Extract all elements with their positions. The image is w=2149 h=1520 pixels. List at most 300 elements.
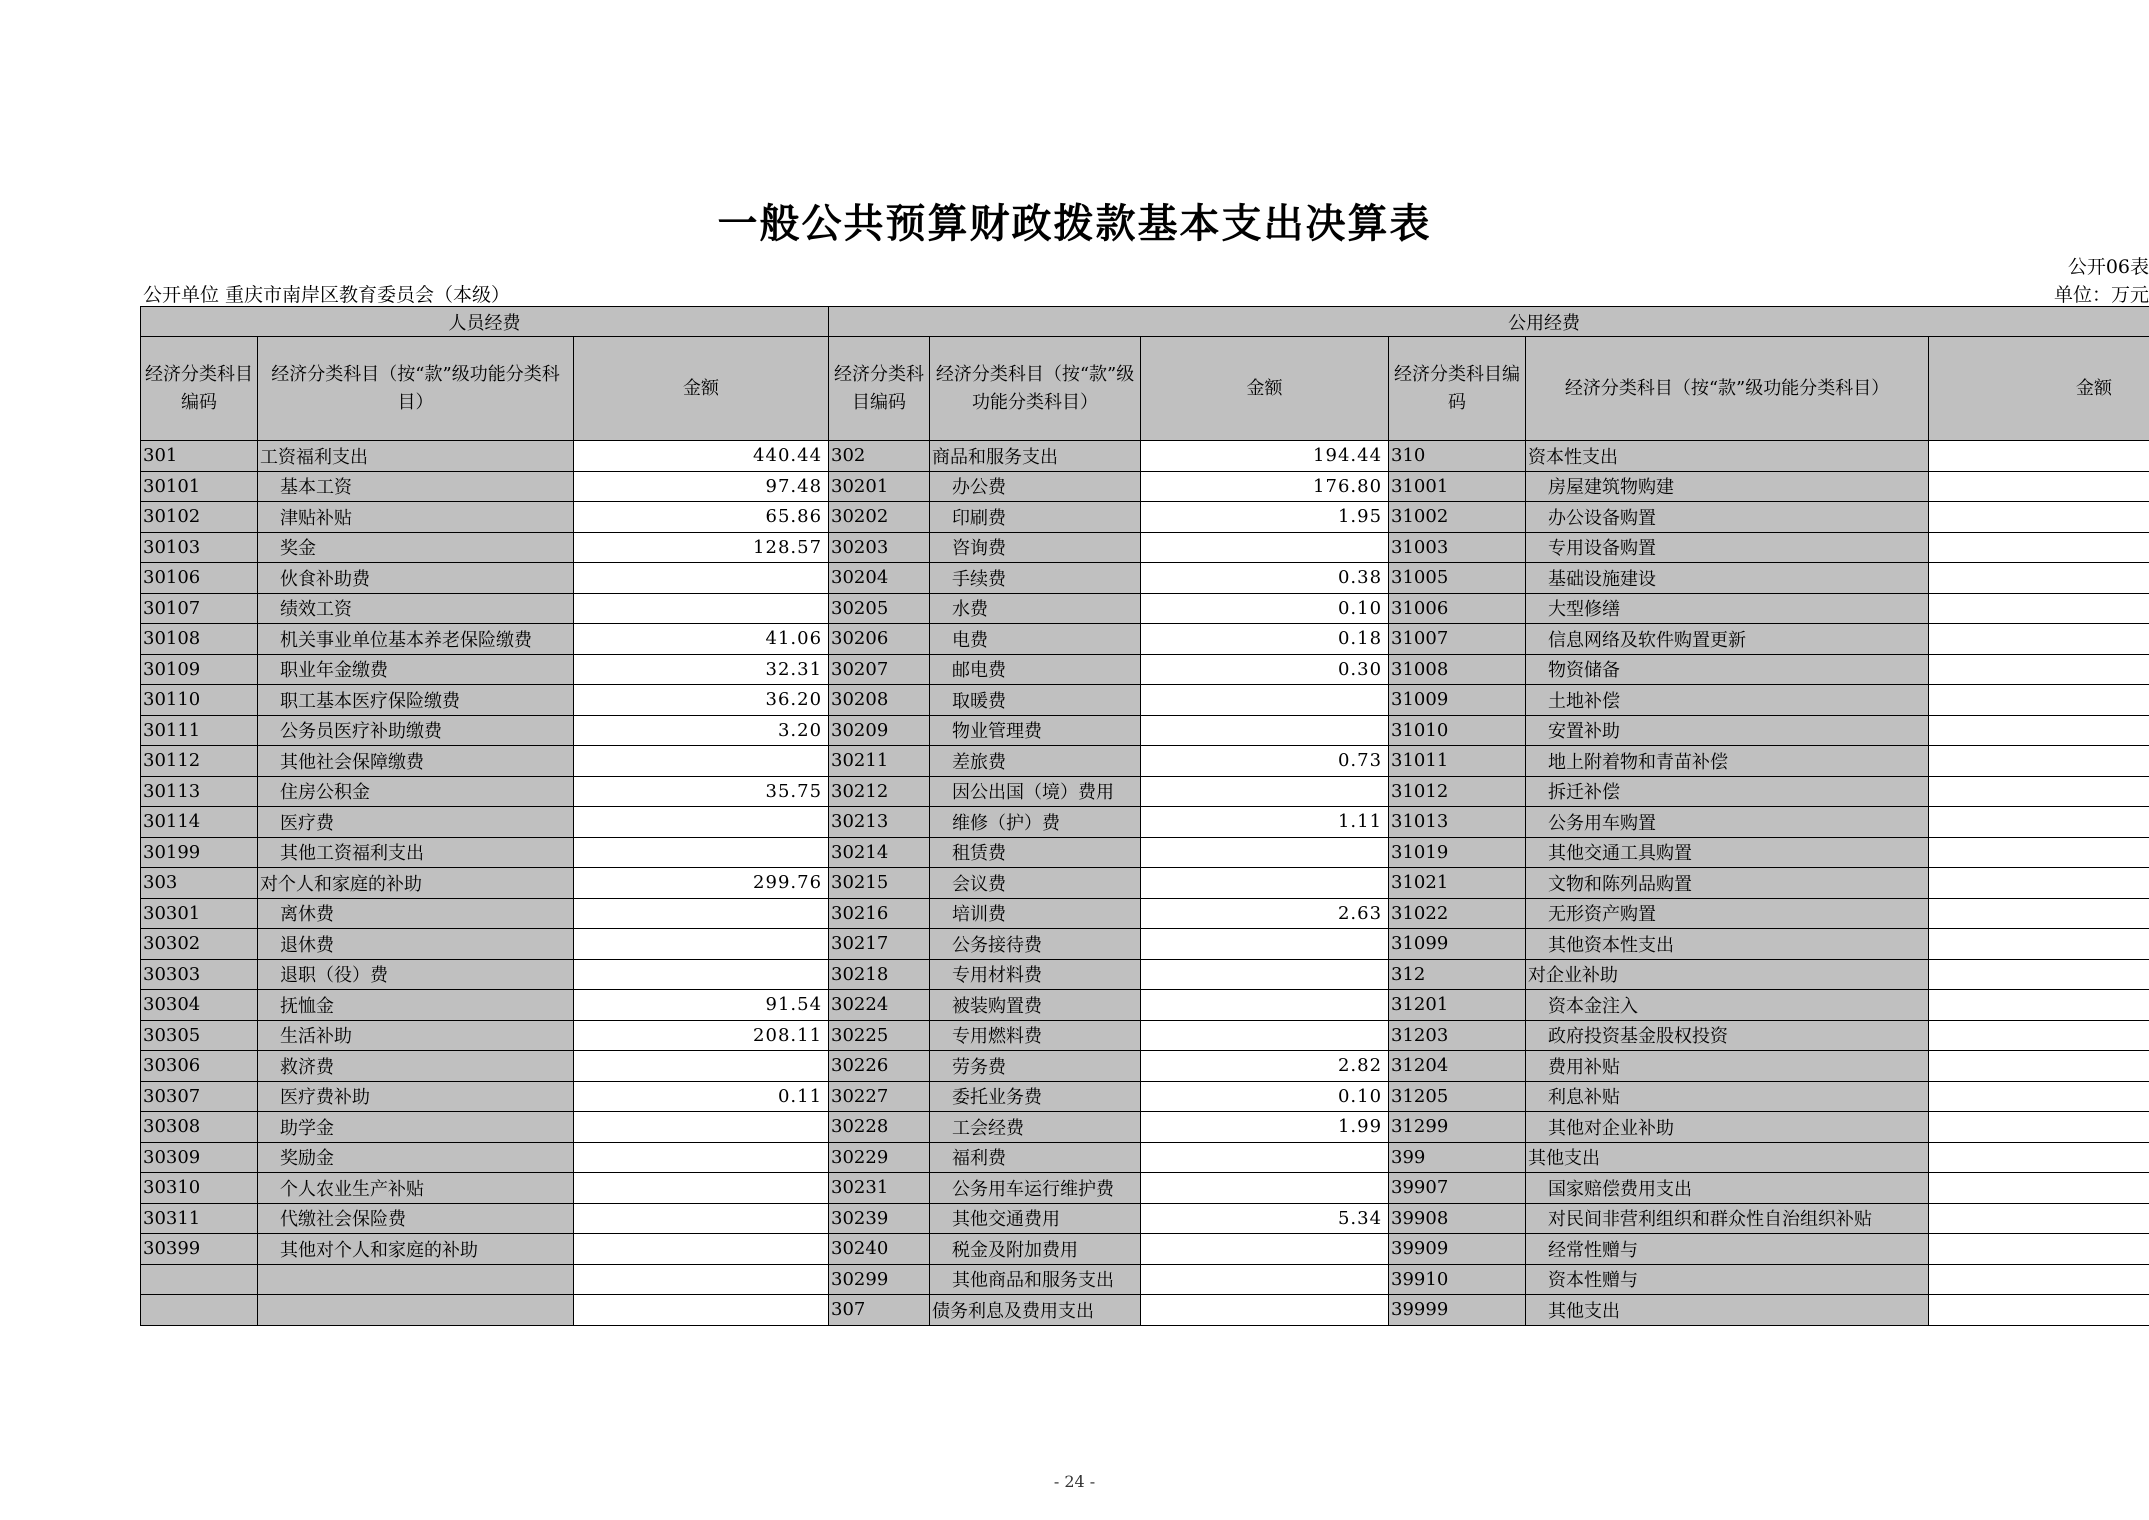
code-cell: 30107 [141,593,258,624]
code-cell: 30111 [141,715,258,746]
header-code: 经济分类科目编码 [829,337,930,441]
code-cell: 31019 [1389,837,1526,868]
name-cell: 费用补贴 [1526,1051,1929,1082]
name-cell: 其他对企业补助 [1526,1112,1929,1143]
code-cell: 30225 [829,1020,930,1051]
name-cell: 印刷费 [930,502,1141,533]
table-row [141,1264,2149,1295]
table-row [141,929,2149,960]
name-cell: 办公费 [930,471,1141,502]
amount-cell [1929,471,2149,502]
table-row [141,776,2149,807]
amount-cell [574,807,829,838]
expenditure-table [140,306,2149,1326]
table-body [141,441,2149,1326]
code-cell: 31009 [1389,685,1526,716]
header-code: 经济分类科目编码 [1389,337,1526,441]
code-cell: 30103 [141,532,258,563]
amount-cell: 194.44 [1141,441,1389,472]
code-cell: 30305 [141,1020,258,1051]
name-cell: 工会经费 [930,1112,1141,1143]
amount-cell: 32.31 [574,654,829,685]
name-cell: 个人农业生产补贴 [258,1173,574,1204]
amount-cell [574,746,829,777]
name-cell: 其他对个人和家庭的补助 [258,1234,574,1265]
name-cell: 无形资产购置 [1526,898,1929,929]
code-cell: 30303 [141,959,258,990]
group-header-public: 公用经费 [829,307,2149,337]
amount-cell [1929,1142,2149,1173]
code-cell: 30209 [829,715,930,746]
code-cell: 30301 [141,898,258,929]
amount-cell [574,1112,829,1143]
page-number: - 24 - [1053,1472,1096,1491]
name-cell: 商品和服务支出 [930,441,1141,472]
amount-cell [1929,837,2149,868]
table-row [141,654,2149,685]
name-cell: 会议费 [930,868,1141,899]
amount-cell [1141,1020,1389,1051]
code-cell: 31022 [1389,898,1526,929]
amount-cell [1929,807,2149,838]
code-cell: 39910 [1389,1264,1526,1295]
code-cell: 30213 [829,807,930,838]
amount-cell: 0.38 [1141,563,1389,594]
amount-cell: 2.82 [1141,1051,1389,1082]
code-cell: 30113 [141,776,258,807]
amount-cell [1929,715,2149,746]
amount-cell: 0.73 [1141,746,1389,777]
amount-cell [574,837,829,868]
amount-cell [1141,837,1389,868]
code-cell: 31002 [1389,502,1526,533]
amount-cell [1929,563,2149,594]
name-cell: 资本金注入 [1526,990,1929,1021]
table-row [141,1295,2149,1326]
name-cell: 资本性支出 [1526,441,1929,472]
code-cell: 31099 [1389,929,1526,960]
table-row [141,502,2149,533]
amount-cell: 0.30 [1141,654,1389,685]
amount-cell [1141,532,1389,563]
code-cell [141,1264,258,1295]
amount-cell [1141,990,1389,1021]
code-cell: 30206 [829,624,930,655]
table-row [141,1020,2149,1051]
amount-cell [1929,1173,2149,1204]
form-number: 公开06表 [2067,256,2149,278]
name-cell: 津贴补贴 [258,502,574,533]
code-cell: 30109 [141,654,258,685]
amount-cell [1929,1264,2149,1295]
code-cell: 30212 [829,776,930,807]
code-cell: 30108 [141,624,258,655]
amount-cell [574,959,829,990]
name-cell: 绩效工资 [258,593,574,624]
name-cell: 因公出国（境）费用 [930,776,1141,807]
name-cell: 公务用车运行维护费 [930,1173,1141,1204]
amount-cell [1929,746,2149,777]
code-cell: 39999 [1389,1295,1526,1326]
code-cell: 30224 [829,990,930,1021]
amount-cell [1929,1020,2149,1051]
code-cell: 31008 [1389,654,1526,685]
name-cell [258,1264,574,1295]
amount-cell: 65.86 [574,502,829,533]
table-row [141,898,2149,929]
amount-cell [574,593,829,624]
amount-cell: 0.10 [1141,593,1389,624]
amount-cell [1141,685,1389,716]
amount-cell: 176.80 [1141,471,1389,502]
code-cell: 30304 [141,990,258,1021]
amount-cell: 0.11 [574,1081,829,1112]
name-cell: 奖金 [258,532,574,563]
amount-cell: 36.20 [574,685,829,716]
code-cell: 30240 [829,1234,930,1265]
name-cell: 福利费 [930,1142,1141,1173]
table-row [141,624,2149,655]
amount-cell [574,898,829,929]
table-row [141,1051,2149,1082]
table-row [141,1081,2149,1112]
table-row [141,1112,2149,1143]
name-cell: 债务利息及费用支出 [930,1295,1141,1326]
table-row [141,1234,2149,1265]
header-code: 经济分类科目编码 [141,337,258,441]
amount-cell [1929,990,2149,1021]
name-cell: 其他交通工具购置 [1526,837,1929,868]
name-cell: 培训费 [930,898,1141,929]
code-cell: 30299 [829,1264,930,1295]
code-cell: 30306 [141,1051,258,1082]
code-cell: 30309 [141,1142,258,1173]
code-cell: 30310 [141,1173,258,1204]
name-cell: 国家赔偿费用支出 [1526,1173,1929,1204]
organization-label: 公开单位 重庆市南岸区教育委员会（本级） [143,284,511,306]
amount-cell [574,1264,829,1295]
name-cell: 维修（护）费 [930,807,1141,838]
code-cell: 30308 [141,1112,258,1143]
amount-cell [1929,1234,2149,1265]
code-cell: 30218 [829,959,930,990]
code-cell: 30208 [829,685,930,716]
amount-cell [1929,1203,2149,1234]
amount-cell: 299.76 [574,868,829,899]
code-cell: 310 [1389,441,1526,472]
table-row [141,441,2149,472]
amount-cell [1929,1051,2149,1082]
amount-cell: 35.75 [574,776,829,807]
code-cell: 30207 [829,654,930,685]
amount-cell: 1.95 [1141,502,1389,533]
code-cell: 30203 [829,532,930,563]
table-row [141,1173,2149,1204]
unit-label: 单位：万元 [2053,284,2149,306]
table-row [141,685,2149,716]
table-row [141,471,2149,502]
name-cell: 抚恤金 [258,990,574,1021]
amount-cell: 2.63 [1141,898,1389,929]
name-cell: 职业年金缴费 [258,654,574,685]
amount-cell: 208.11 [574,1020,829,1051]
code-cell: 30201 [829,471,930,502]
amount-cell [1929,868,2149,899]
code-cell: 31203 [1389,1020,1526,1051]
name-cell: 房屋建筑物购建 [1526,471,1929,502]
name-cell: 利息补贴 [1526,1081,1929,1112]
code-cell: 30110 [141,685,258,716]
name-cell: 助学金 [258,1112,574,1143]
name-cell: 基本工资 [258,471,574,502]
code-cell: 31001 [1389,471,1526,502]
name-cell: 职工基本医疗保险缴费 [258,685,574,716]
amount-cell [574,1234,829,1265]
name-cell: 信息网络及软件购置更新 [1526,624,1929,655]
name-cell: 差旅费 [930,746,1141,777]
name-cell: 办公设备购置 [1526,502,1929,533]
name-cell: 其他工资福利支出 [258,837,574,868]
code-cell: 31011 [1389,746,1526,777]
code-cell: 30231 [829,1173,930,1204]
name-cell: 退休费 [258,929,574,960]
table-row [141,715,2149,746]
amount-cell [1141,868,1389,899]
amount-cell [574,1173,829,1204]
table-row [141,532,2149,563]
amount-cell [1141,929,1389,960]
code-cell: 30229 [829,1142,930,1173]
code-cell: 39908 [1389,1203,1526,1234]
code-cell: 312 [1389,959,1526,990]
name-cell: 其他商品和服务支出 [930,1264,1141,1295]
amount-cell [574,563,829,594]
amount-cell [1141,959,1389,990]
name-cell: 公务员医疗补助缴费 [258,715,574,746]
amount-cell [1141,715,1389,746]
name-cell: 对民间非营利组织和群众性自治组织补贴 [1526,1203,1929,1234]
amount-cell: 41.06 [574,624,829,655]
amount-cell [1141,1234,1389,1265]
amount-cell [1929,1112,2149,1143]
code-cell: 30106 [141,563,258,594]
name-cell: 咨询费 [930,532,1141,563]
amount-cell [1929,441,2149,472]
code-cell: 31205 [1389,1081,1526,1112]
name-cell: 基础设施建设 [1526,563,1929,594]
table-row [141,837,2149,868]
header-name: 经济分类科目（按“款”级功能分类科目） [258,337,574,441]
name-cell: 安置补助 [1526,715,1929,746]
code-cell: 30101 [141,471,258,502]
amount-cell: 97.48 [574,471,829,502]
code-cell: 301 [141,441,258,472]
code-cell: 30227 [829,1081,930,1112]
amount-cell [1141,1173,1389,1204]
amount-cell: 0.10 [1141,1081,1389,1112]
name-cell: 电费 [930,624,1141,655]
code-cell: 303 [141,868,258,899]
amount-cell: 1.11 [1141,807,1389,838]
name-cell: 救济费 [258,1051,574,1082]
name-cell [258,1295,574,1326]
table-row [141,593,2149,624]
code-cell: 31299 [1389,1112,1526,1143]
name-cell: 文物和陈列品购置 [1526,868,1929,899]
amount-cell [1929,959,2149,990]
code-cell: 31204 [1389,1051,1526,1082]
name-cell: 其他社会保障缴费 [258,746,574,777]
name-cell: 机关事业单位基本养老保险缴费 [258,624,574,655]
amount-cell [1929,776,2149,807]
code-cell: 31007 [1389,624,1526,655]
amount-cell [1929,593,2149,624]
amount-cell [1141,1295,1389,1326]
amount-cell: 5.34 [1141,1203,1389,1234]
code-cell: 31003 [1389,532,1526,563]
name-cell: 水费 [930,593,1141,624]
amount-cell [1929,929,2149,960]
code-cell: 30102 [141,502,258,533]
name-cell: 物业管理费 [930,715,1141,746]
name-cell: 租赁费 [930,837,1141,868]
name-cell: 奖励金 [258,1142,574,1173]
code-cell: 30399 [141,1234,258,1265]
amount-cell [1929,624,2149,655]
amount-cell [1929,502,2149,533]
header-amount: 金额 [574,337,829,441]
code-cell: 30205 [829,593,930,624]
name-cell: 公务用车购置 [1526,807,1929,838]
amount-cell [1929,1295,2149,1326]
name-cell: 其他支出 [1526,1295,1929,1326]
code-cell: 30202 [829,502,930,533]
amount-cell [574,1295,829,1326]
name-cell: 代缴社会保险费 [258,1203,574,1234]
name-cell: 经常性赠与 [1526,1234,1929,1265]
expenditure-table-container [140,306,2149,1326]
name-cell: 手续费 [930,563,1141,594]
name-cell: 土地补偿 [1526,685,1929,716]
amount-cell: 3.20 [574,715,829,746]
name-cell: 税金及附加费用 [930,1234,1141,1265]
name-cell: 专用设备购置 [1526,532,1929,563]
amount-cell [1141,1264,1389,1295]
code-cell: 31010 [1389,715,1526,746]
name-cell: 大型修缮 [1526,593,1929,624]
name-cell: 其他支出 [1526,1142,1929,1173]
code-cell: 30211 [829,746,930,777]
amount-cell [1929,898,2149,929]
table-row [141,563,2149,594]
amount-cell: 91.54 [574,990,829,1021]
name-cell: 劳务费 [930,1051,1141,1082]
code-cell: 30217 [829,929,930,960]
name-cell: 被装购置费 [930,990,1141,1021]
name-cell: 对企业补助 [1526,959,1929,990]
code-cell: 30239 [829,1203,930,1234]
code-cell: 307 [829,1295,930,1326]
code-cell: 30114 [141,807,258,838]
code-cell: 30214 [829,837,930,868]
table-row [141,990,2149,1021]
code-cell: 39907 [1389,1173,1526,1204]
amount-cell: 1.99 [1141,1112,1389,1143]
name-cell: 资本性赠与 [1526,1264,1929,1295]
page-title: 一般公共预算财政拨款基本支出决算表 [717,201,1432,247]
name-cell: 邮电费 [930,654,1141,685]
name-cell: 公务接待费 [930,929,1141,960]
name-cell: 专用燃料费 [930,1020,1141,1051]
code-cell: 30311 [141,1203,258,1234]
amount-cell [1929,532,2149,563]
name-cell: 离休费 [258,898,574,929]
code-cell: 30226 [829,1051,930,1082]
name-cell: 专用材料费 [930,959,1141,990]
table-row [141,959,2149,990]
amount-cell [1141,776,1389,807]
table-row [141,1142,2149,1173]
code-cell [141,1295,258,1326]
name-cell: 政府投资基金股权投资 [1526,1020,1929,1051]
name-cell: 医疗费补助 [258,1081,574,1112]
code-cell: 31021 [1389,868,1526,899]
code-cell: 31201 [1389,990,1526,1021]
code-cell: 30204 [829,563,930,594]
name-cell: 物资储备 [1526,654,1929,685]
name-cell: 委托业务费 [930,1081,1141,1112]
name-cell: 其他交通费用 [930,1203,1141,1234]
amount-cell [1929,654,2149,685]
code-cell: 30199 [141,837,258,868]
code-cell: 31006 [1389,593,1526,624]
amount-cell [574,1142,829,1173]
amount-cell: 128.57 [574,532,829,563]
code-cell: 30215 [829,868,930,899]
name-cell: 工资福利支出 [258,441,574,472]
name-cell: 地上附着物和青苗补偿 [1526,746,1929,777]
name-cell: 其他资本性支出 [1526,929,1929,960]
table-row [141,1203,2149,1234]
name-cell: 医疗费 [258,807,574,838]
amount-cell [574,1051,829,1082]
name-cell: 取暖费 [930,685,1141,716]
name-cell: 伙食补助费 [258,563,574,594]
header-name: 经济分类科目（按“款”级功能分类科目） [1526,337,1929,441]
code-cell: 30228 [829,1112,930,1143]
header-amount: 金额 [1929,337,2149,441]
name-cell: 生活补助 [258,1020,574,1051]
code-cell: 30302 [141,929,258,960]
code-cell: 31013 [1389,807,1526,838]
amount-cell [1929,685,2149,716]
amount-cell [574,1203,829,1234]
amount-cell: 440.44 [574,441,829,472]
amount-cell [1929,1081,2149,1112]
code-cell: 399 [1389,1142,1526,1173]
table-row [141,746,2149,777]
code-cell: 30216 [829,898,930,929]
code-cell: 302 [829,441,930,472]
table-row [141,807,2149,838]
code-cell: 31012 [1389,776,1526,807]
code-cell: 30112 [141,746,258,777]
header-amount: 金额 [1141,337,1389,441]
group-header-personnel: 人员经费 [141,307,829,337]
code-cell: 31005 [1389,563,1526,594]
name-cell: 退职（役）费 [258,959,574,990]
header-name: 经济分类科目（按“款”级功能分类科目） [930,337,1141,441]
